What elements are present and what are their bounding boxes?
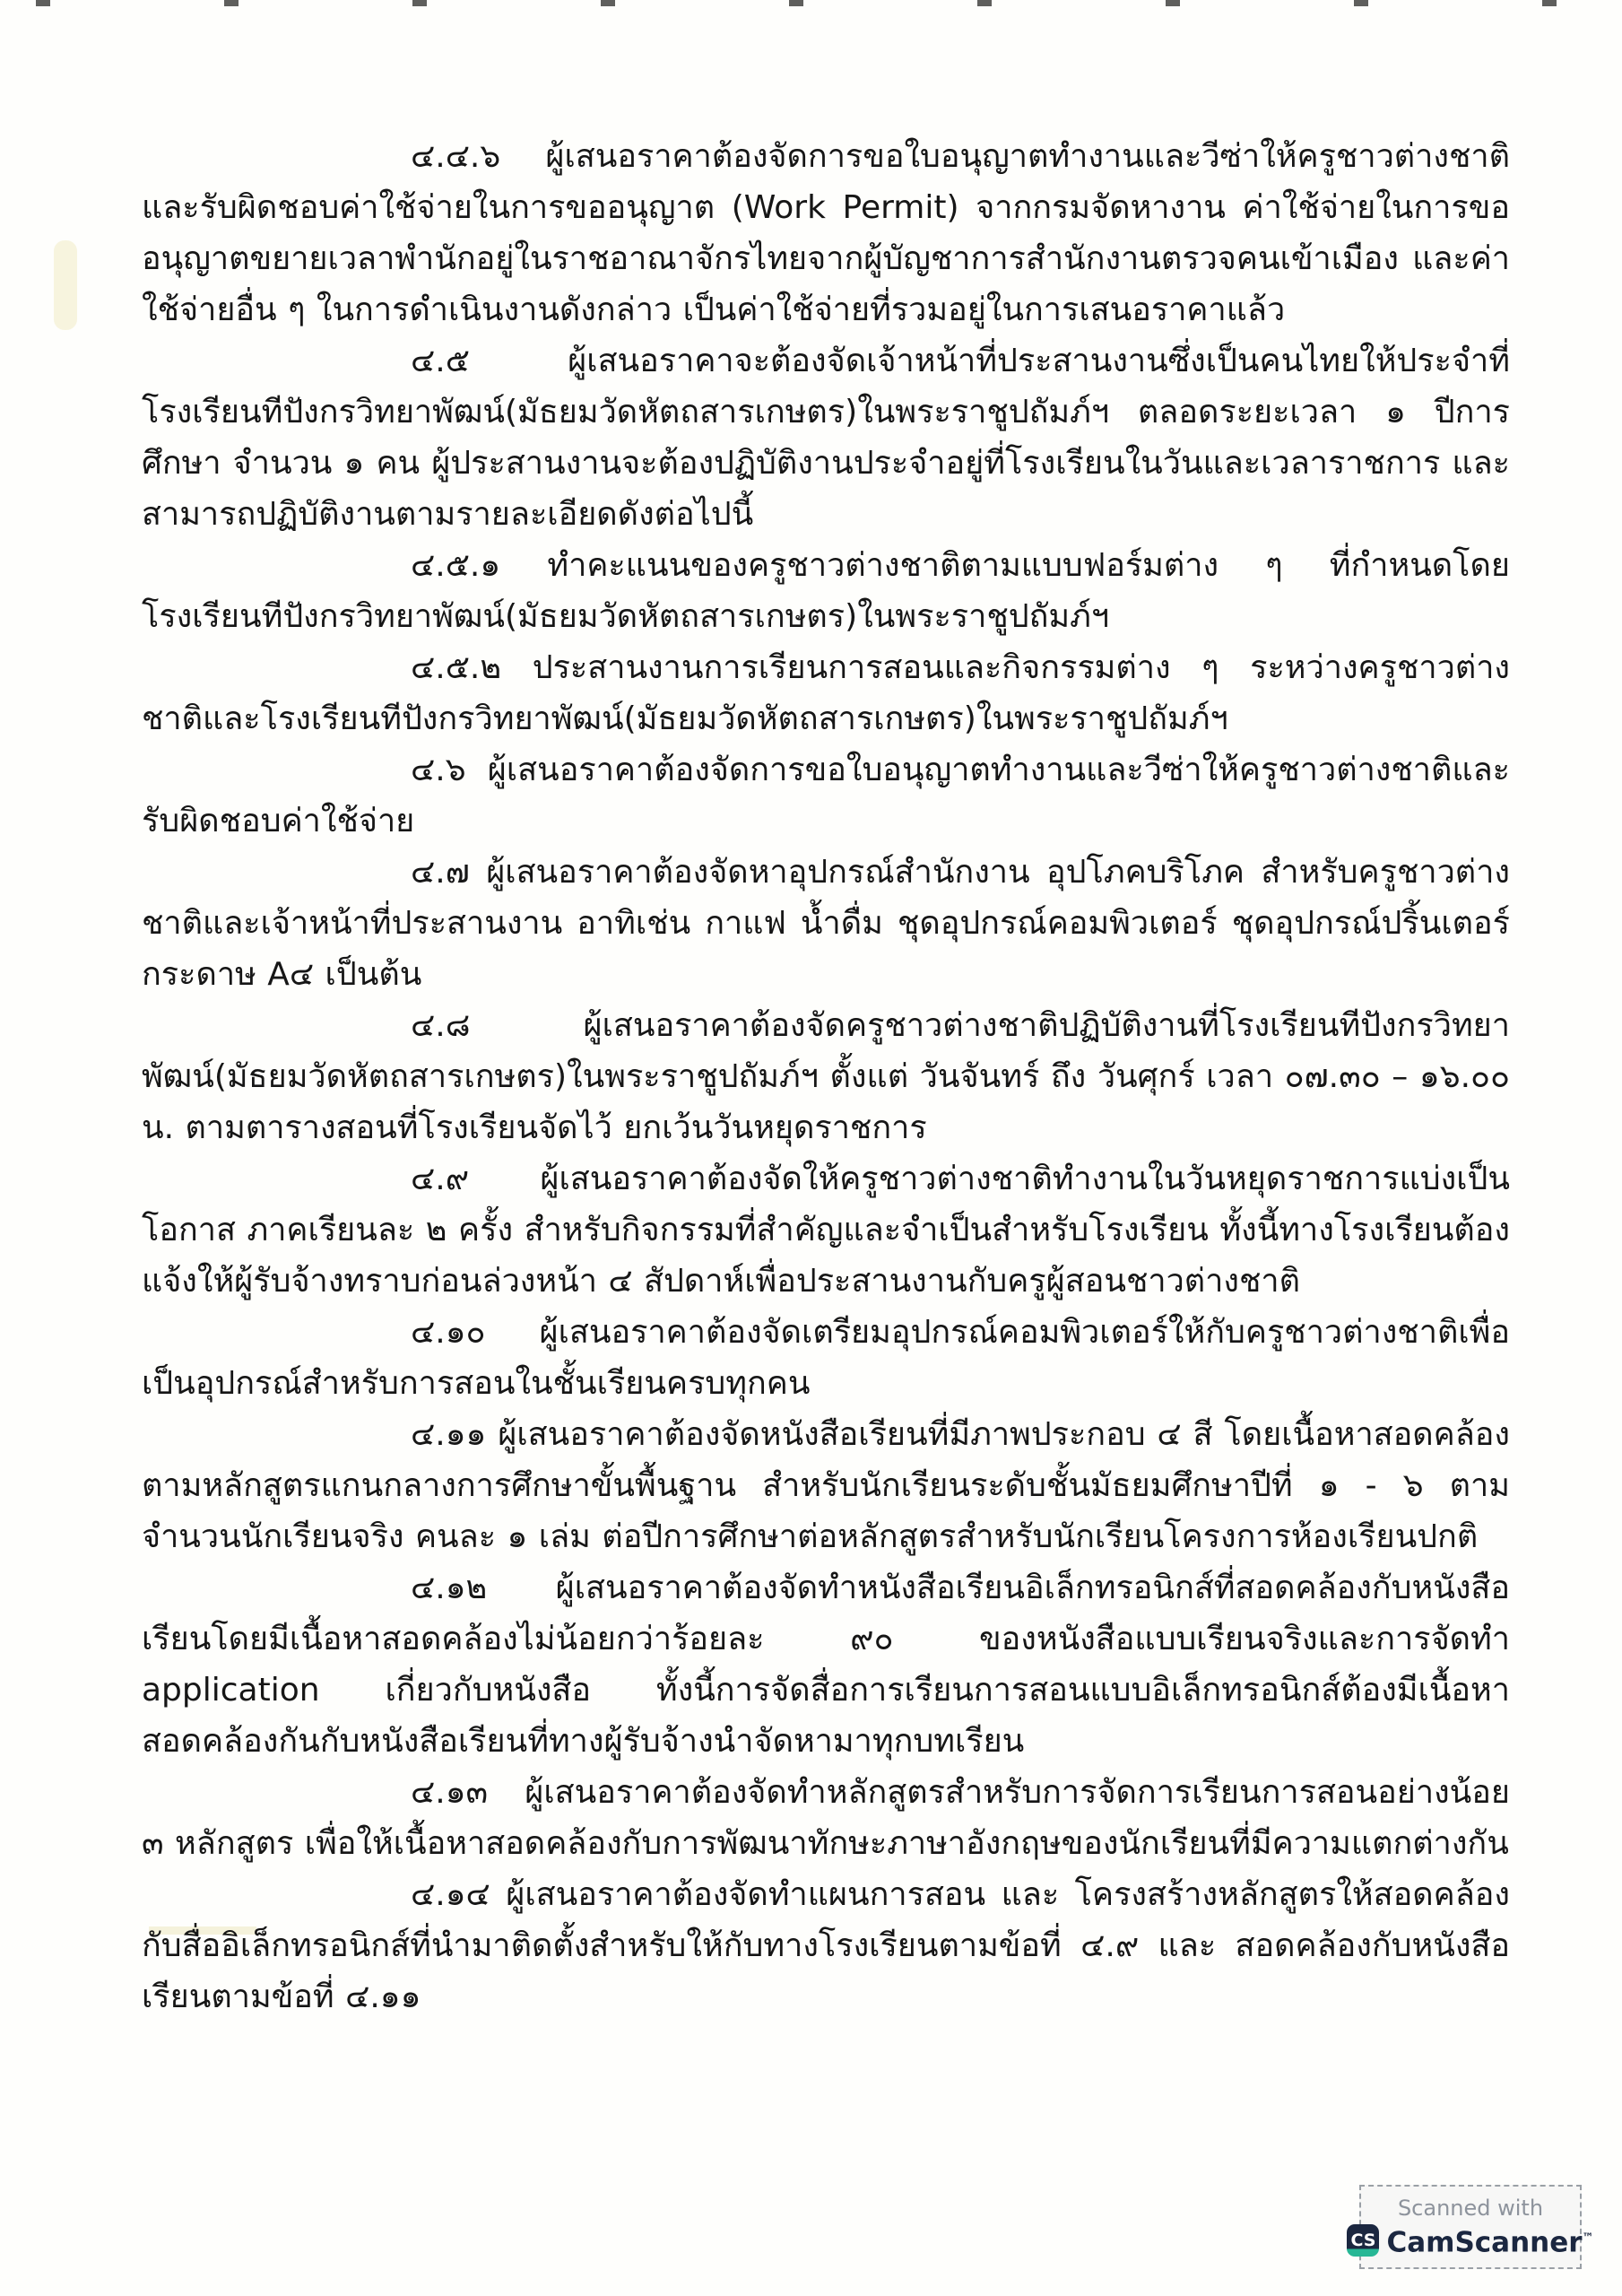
clause-4-12: [142, 1562, 1510, 1767]
clause-number: ๔.๑๔: [411, 1876, 490, 1913]
clause-number: ๔.๗: [411, 854, 470, 891]
clause-number: ๔.๔.๖: [411, 138, 501, 175]
camscanner-brand-text: CamScanner: [1386, 2226, 1583, 2259]
clause-text: ผู้เสนอราคาต้องจัดหาอุปกรณ์สำนักงาน อุปโภคบริโภค สำหรับครูชาวต่างชาติและเจ้าหน้าที่ประสานงาน อาทิเช่น กาแฟ น้ำดื่ม ชุดอุปกรณ์คอมพิวเตอร์ ชุดอุปกรณ์ปริ้นเตอร์ กระดาษ A๔ เป็นต้น: [142, 854, 1510, 993]
clause-number: ๔.๑๒: [411, 1570, 488, 1606]
camscanner-brand: [1386, 2223, 1593, 2257]
clause-text: ทำคะแนนของครูชาวต่างชาติตามแบบฟอร์มต่าง ๆ ที่กำหนดโดยโรงเรียนทีปังกรวิทยาพัฒน์(มัธยมวัดหัตถสารเกษตร)ในพระราชูปถัมภ์ฯ: [142, 547, 1510, 635]
clause-text: ผู้เสนอราคาต้องจัดเตรียมอุปกรณ์คอมพิวเตอร์ให้กับครูชาวต่างชาติเพื่อเป็นอุปกรณ์สำหรับการสอนในชั้นเรียนครบทุกคน: [142, 1314, 1510, 1402]
camscanner-badge: [1350, 2185, 1594, 2269]
clause-number: ๔.๙: [411, 1161, 470, 1197]
clause-text: ผู้เสนอราคาต้องจัดหนังสือเรียนที่มีภาพประกอบ ๔ สี โดยเนื้อหาสอดคล้องตามหลักสูตรแกนกลางการศึกษาขั้นพื้นฐาน สำหรับนักเรียนระดับชั้นมัธยมศึกษาปีที่ ๑ - ๖ ตามจำนวนนักเรียนจริง คนละ ๑ เล่ม ต่อปีการศึกษาต่อหลักสูตรสำหรับนักเรียนโครงการห้องเรียนปกติ: [142, 1416, 1510, 1555]
clause-4-13: [142, 1767, 1510, 1869]
clause-4-8: [142, 1000, 1510, 1153]
clause-text: ผู้เสนอราคาต้องจัดการขอใบอนุญาตทำงานและวีซ่าให้ครูชาวต่างชาติและรับผิดชอบค่าใช้จ่ายในการขออนุญาต (Work Permit) จากกรมจัดหางาน ค่าใช้จ่ายในการขออนุญาตขยายเวลาพำนักอยู่ในราชอาณาจักรไทยจากผู้บัญชาการสำนักงานตรวจคนเข้าเมือง และค่าใช้จ่ายอื่น ๆ ในการดำเนินงานดังกล่าว เป็นค่าใช้จ่ายที่รวมอยู่ในการเสนอราคาแล้ว: [142, 138, 1510, 328]
clause-number: ๔.๕.๒: [411, 649, 502, 686]
scan-artifact-top-dashes: [36, 0, 1560, 6]
clause-4-7: [142, 847, 1510, 1000]
clause-text: ผู้เสนอราคาต้องจัดทำแผนการสอน และ โครงสร้างหลักสูตรให้สอดคล้องกับสื่ออิเล็กทรอนิกส์ที่นำมาติดตั้งสำหรับให้กับทางโรงเรียนตามข้อที่ ๔.๙ และ สอดคล้องกับหนังสือเรียนตามข้อที่ ๔.๑๑: [142, 1876, 1510, 2015]
clause-4-5-2: [142, 642, 1510, 744]
clause-4-6: [142, 744, 1510, 847]
document-body: [142, 131, 1510, 2022]
clause-4-5-1: [142, 540, 1510, 642]
trademark-symbol: ™: [1582, 2231, 1594, 2245]
clause-text: ผู้เสนอราคาต้องจัดให้ครูชาวต่างชาติทำงานในวันหยุดราชการแบ่งเป็นโอกาส ภาคเรียนละ ๒ ครั้ง สำหรับกิจกรรมที่สำคัญและจำเป็นสำหรับโรงเรียน ทั้งนี้ทางโรงเรียนต้องแจ้งให้ผู้รับจ้างทราบก่อนล่วงหน้า ๔ สัปดาห์เพื่อประสานงานกับครูผู้สอนชาวต่างชาติ: [142, 1161, 1510, 1300]
clause-number: ๔.๘: [411, 1007, 471, 1044]
clause-number: ๔.๖: [411, 752, 466, 788]
scanned-with-label: Scanned with: [1397, 2195, 1544, 2221]
clause-text: ผู้เสนอราคาต้องจัดทำหลักสูตรสำหรับการจัดการเรียนการสอนอย่างน้อย ๓ หลักสูตร เพื่อให้เนื้อหาสอดคล้องกับการพัฒนาทักษะภาษาอังกฤษของนักเรียนที่มีความแตกต่างกัน: [142, 1774, 1510, 1862]
clause-text: ผู้เสนอราคาต้องจัดทำหนังสือเรียนอิเล็กทรอนิกส์ที่สอดคล้องกับหนังสือเรียนโดยมีเนื้อหาสอดคล้องไม่น้อยกว่าร้อยละ ๙๐ ของหนังสือแบบเรียนจริงและการจัดทำ application เกี่ยวกับหนังสือ ทั้งนี้การจัดสื่อการเรียนการสอนแบบอิเล็กทรอนิกส์ต้องมีเนื้อหาสอดคล้องกันกับหนังสือเรียนที่ทางผู้รับจ้างนำจัดหามาทุกบทเรียน: [142, 1570, 1510, 1760]
clause-number: ๔.๑๑: [411, 1416, 487, 1453]
clause-text: ผู้เสนอราคาต้องจัดครูชาวต่างชาติปฏิบัติงานที่โรงเรียนทีปังกรวิทยาพัฒน์(มัธยมวัดหัตถสารเกษตร)ในพระราชูปถัมภ์ฯ ตั้งแต่ วันจันทร์ ถึง วันศุกร์ เวลา ๐๗.๓๐ – ๑๖.๐๐ น. ตามตารางสอนที่โรงเรียนจัดไว้ ยกเว้นวันหยุดราชการ: [142, 1007, 1510, 1146]
clause-4-4-6: [142, 131, 1510, 335]
clause-text: ผู้เสนอราคาจะต้องจัดเจ้าหน้าที่ประสานงานซึ่งเป็นคนไทยให้ประจำที่โรงเรียนทีปังกรวิทยาพัฒน์(มัธยมวัดหัตถสารเกษตร)ในพระราชูปถัมภ์ฯ ตลอดระยะเวลา ๑ ปีการศึกษา จำนวน ๑ คน ผู้ประสานงานจะต้องปฏิบัติงานประจำอยู่ที่โรงเรียนในวันและเวลาราชการ และสามารถปฏิบัติงานตามรายละเอียดดังต่อไปนี้: [142, 343, 1510, 533]
camscanner-icon: [1347, 2224, 1379, 2257]
scan-artifact-left-smudge: [54, 240, 77, 330]
clause-number: ๔.๑๓: [411, 1774, 489, 1811]
clause-text: ผู้เสนอราคาต้องจัดการขอใบอนุญาตทำงานและวีซ่าให้ครูชาวต่างชาติและรับผิดชอบค่าใช้จ่าย: [142, 752, 1510, 839]
camscanner-icon-letters: CS: [1350, 2230, 1376, 2250]
clause-number: ๔.๕: [411, 343, 470, 379]
clause-number: ๔.๑๐: [411, 1314, 486, 1351]
clause-4-9: [142, 1153, 1510, 1307]
clause-4-11: [142, 1409, 1510, 1562]
camscanner-brand-row: [1347, 2223, 1593, 2257]
clause-text: ประสานงานการเรียนการสอนและกิจกรรมต่าง ๆ ระหว่างครูชาวต่างชาติและโรงเรียนทีปังกรวิทยาพัฒน์(มัธยมวัดหัตถสารเกษตร)ในพระราชูปถัมภ์ฯ: [142, 649, 1510, 737]
clause-4-10: [142, 1307, 1510, 1409]
clause-4-5: [142, 335, 1510, 540]
clause-number: ๔.๕.๑: [411, 547, 501, 584]
clause-4-14: [142, 1869, 1510, 2022]
